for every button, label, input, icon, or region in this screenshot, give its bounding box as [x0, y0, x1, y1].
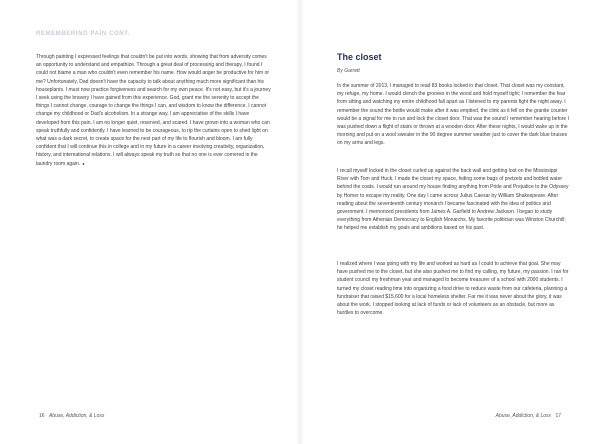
book-title-left: Abuse, Addiction, & Loss	[48, 413, 105, 419]
right-folio	[496, 413, 564, 419]
page-number-right: 17	[555, 413, 561, 419]
end-mark: ●	[82, 160, 85, 166]
right-paragraph-1: In the summer of 2013, I managed to read 83 books locked in that closet. That closet was my constant, my refuge, my home. I would clench the grooves in the wood and hold myself tight; I remember the fear from sitting and watching my entire childhood fall apart as I listened to my parents fight the night away. I remember the sound the bottle would make after it was emptied, the clink as it fell on the granite counter would be a signal for me to run and lock the closet door. That was the sound I remember hearing before I was pushed down a flight of stairs or thrown at a wooden door. After these nights, I would wake up in the morning and put on a wool sweater in the 90 degree summer weather just to cover the dark blue bruises on my arms and legs.	[337, 83, 569, 147]
page-number-left: 16	[39, 413, 45, 419]
article-title: The closet	[337, 52, 382, 62]
left-folio	[36, 413, 104, 419]
right-paragraph-3: I realized where I was going with my life and worked as hard as I could to achieve that goal. She may have pushed me to the closet, but she also pushed me to find my calling, my future, my passion. I ran for student council my freshman year and managed to become treasurer of a school with 2000 students. I turned my closet reading time into organizing a food drive to reduce waste from our cafeteria, planning a fundraiser that raised $15,600 for a local homeless shelter. Far me it was never about the glory, it was about the work. I stopped looking at lack of funds or lack of volunteers as an obstacle, but more as hurdles to overcome.	[337, 261, 569, 317]
book-title-right: Abuse, Addiction, & Loss	[495, 413, 552, 419]
running-head: REMEMBERING PAIN CONT.	[36, 31, 131, 37]
byline: By Garrett	[337, 68, 360, 74]
left-body-paragraph: Through painting I expressed feelings that couldn't be put into words, showing that from adversity comes an opportunity to understand and empathize. Through a great deal of processing and therapy, I found I could not blame a man who couldn't even remember his name. How would anger be productive for him or me? Unfortunately, Dad doesn't have the capacity to talk about anything much more significant than his houseplants. I must now practice forgiveness and search for my own peace. It's not easy, but it's a journey I seek using the bravery I have gained from this experience. God, grant me the serenity to accept the things I cannot change, courage to change the things I can, and wisdom to know the difference. I cannot change my childhood or Dad's alcoholism. In a strange way, I am appreciative of the skills I have developed from this pain. I am no longer quiet, reserved, and scared. I have grown into a woman who can speak truthfully and confidently. I have learned to be courageous, to rip the curtains open to shed light on what was a dark secret, to create space for the next part of my life to flourish and bloom. I am fully confident that I will continue this in college and in my future in a career involving creativity, organization, history, and international relations. I will always speak my truth so that no one is ever cornered in the laundry room again.	[36, 54, 271, 167]
right-paragraph-2: I recall myself locked in the closet curled up against the back wall and getting lost on the Mississippi River with Tom and Huck. I made the closet my space, hiding some bags of pretzels and bottled water behind the coats. I would run around my house finding anything from Pride and Prejudice to the Odyssey by Homer to escape my reality. One day I came across Julius Caesar by William Shakespeare. After reading about the seventeenth century monarch I became fascinated with the idea of politics and government. I memorized presidents from James A. Garfield to Andrew Jackson. I began to study everything from Athenian Democracy to English Monarchs. My favorite politician was Winston Churchill; he helped me establish my goals and ambitions based on his past.	[337, 168, 569, 232]
left-body-text	[36, 53, 272, 168]
